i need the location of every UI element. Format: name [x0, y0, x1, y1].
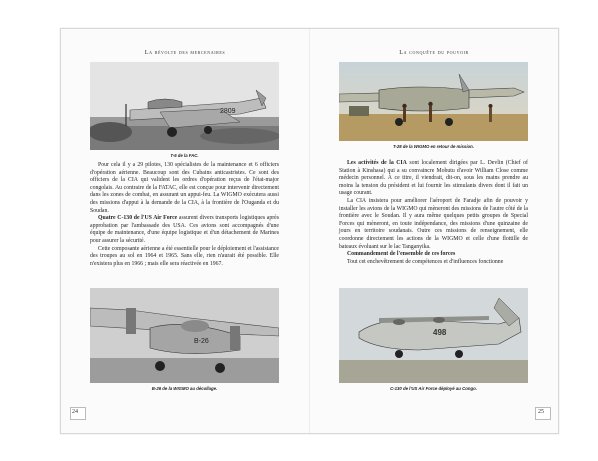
book-spread [60, 28, 559, 434]
t28-photo [339, 62, 528, 141]
c130-marking: 498 [433, 328, 447, 337]
c130-photo [339, 288, 528, 383]
b26-marking: B-26 [194, 338, 209, 345]
c130-aircraft-image [339, 288, 528, 383]
right-paragraph-2: La CIA insistera pour améliorer l'aéroport de Faradje afin de pouvoir y installer les avions de la WIGMO qui mèneront des missions de l'autre côté de la frontière avec le Soudan. Il y aura même quelques petits groupes de Special Forces qui mèneront, en toute indépendance, des missions d'une quinzaine de jours en territoire soudanais. Outre ces missions de renseignement, elle coordonne directement les actions de la WIGMO et celle d'une flottille de bateaux évoluant sur le lac Tanganyika. [339, 197, 528, 250]
c130-caption: C-130 de l'US Air Force déployé au Congo. [390, 386, 477, 391]
b26-caption: B-26 de la WIGMO au décollage. [151, 386, 218, 391]
t6-photo [90, 62, 279, 150]
t6-aircraft-image [90, 62, 279, 150]
page-number-left: 24 [72, 409, 78, 415]
right-bold-lead-rest: sont localement dirigées par L. Devlin (Chief of Station à Kinshasa) qui a su convaincre Mobutu d'avoir William Close comme médecin personnel. À ce titre, il viendrait, dit-on, sous les mains prendre au moins la tension du président et lui fournir les stimulants divers dont il fait un usage courant. [339, 160, 528, 197]
running-head-right: La conquête du pouvoir [399, 49, 469, 56]
left-paragraph-2-continued: Ces avions sont accompagnés d'une équipe de maintenance, d'une équipe logistique et d'un détachement de Marines pour assurer la sécurité. [90, 222, 279, 244]
page-number-right: 25 [538, 409, 544, 415]
b26-aircraft-image [90, 288, 279, 383]
left-paragraph-3: Cette composante aérienne a été essentielle pour le déploiement et l'assistance des troupes au sol en 1964 et 1965. Sans elle, rien n'aurait été possible. Elle n'existera plus en 1966 ; mais elle sera réactivée en 1967. [90, 245, 279, 267]
right-body-text [339, 160, 528, 266]
right-page [310, 29, 558, 433]
t6-marking: 2809 [220, 108, 236, 115]
left-bold-lead: Quatre C-130 de l'US Air Force [98, 215, 178, 222]
right-paragraph-3: Tout cet enchevêtrement de compétences et d'influences fonctionne [347, 258, 504, 265]
t28-caption: T-28 de la WIGMO en retour de mission. [393, 144, 474, 149]
right-bold-lead: Les activités de la CIA [347, 160, 407, 166]
t6-caption: T-6 de la FAC. [170, 153, 199, 158]
right-subhead: Commandement de l'ensemble de ces forces [347, 251, 456, 258]
running-head-left: La révolte des mercenaires [144, 49, 226, 56]
right-subhead-paragraph [339, 251, 528, 259]
b26-photo [90, 288, 279, 383]
left-bold-lead-rest: assurent divers transports logistiques après approbation par l'ambassade des USA. [90, 215, 279, 229]
t28-aircraft-image [339, 62, 528, 141]
left-page [61, 29, 309, 433]
right-paragraph-1 [339, 160, 528, 198]
left-paragraph-1: Pour cela il y a 29 pilotes, 130 spécialistes de la maintenance et 6 officiers d'opération aérienne. Beaucoup sont des Cubains anticastristes. Ce sont des officiers de la CIA qui valident les ordres d'opération reçus de l'état-major congolais. Au contraire de la FATAC, elle est conçue pour intervenir directement dans les zones de combat, en assurant un appui-feu. La WIGMO exécutera aussi des missions d'appui à la demande de la CIA, à la frontière de l'Ouganda et du Soudan. [90, 162, 279, 214]
left-paragraph-2 [90, 215, 279, 245]
left-body-text [90, 162, 279, 268]
